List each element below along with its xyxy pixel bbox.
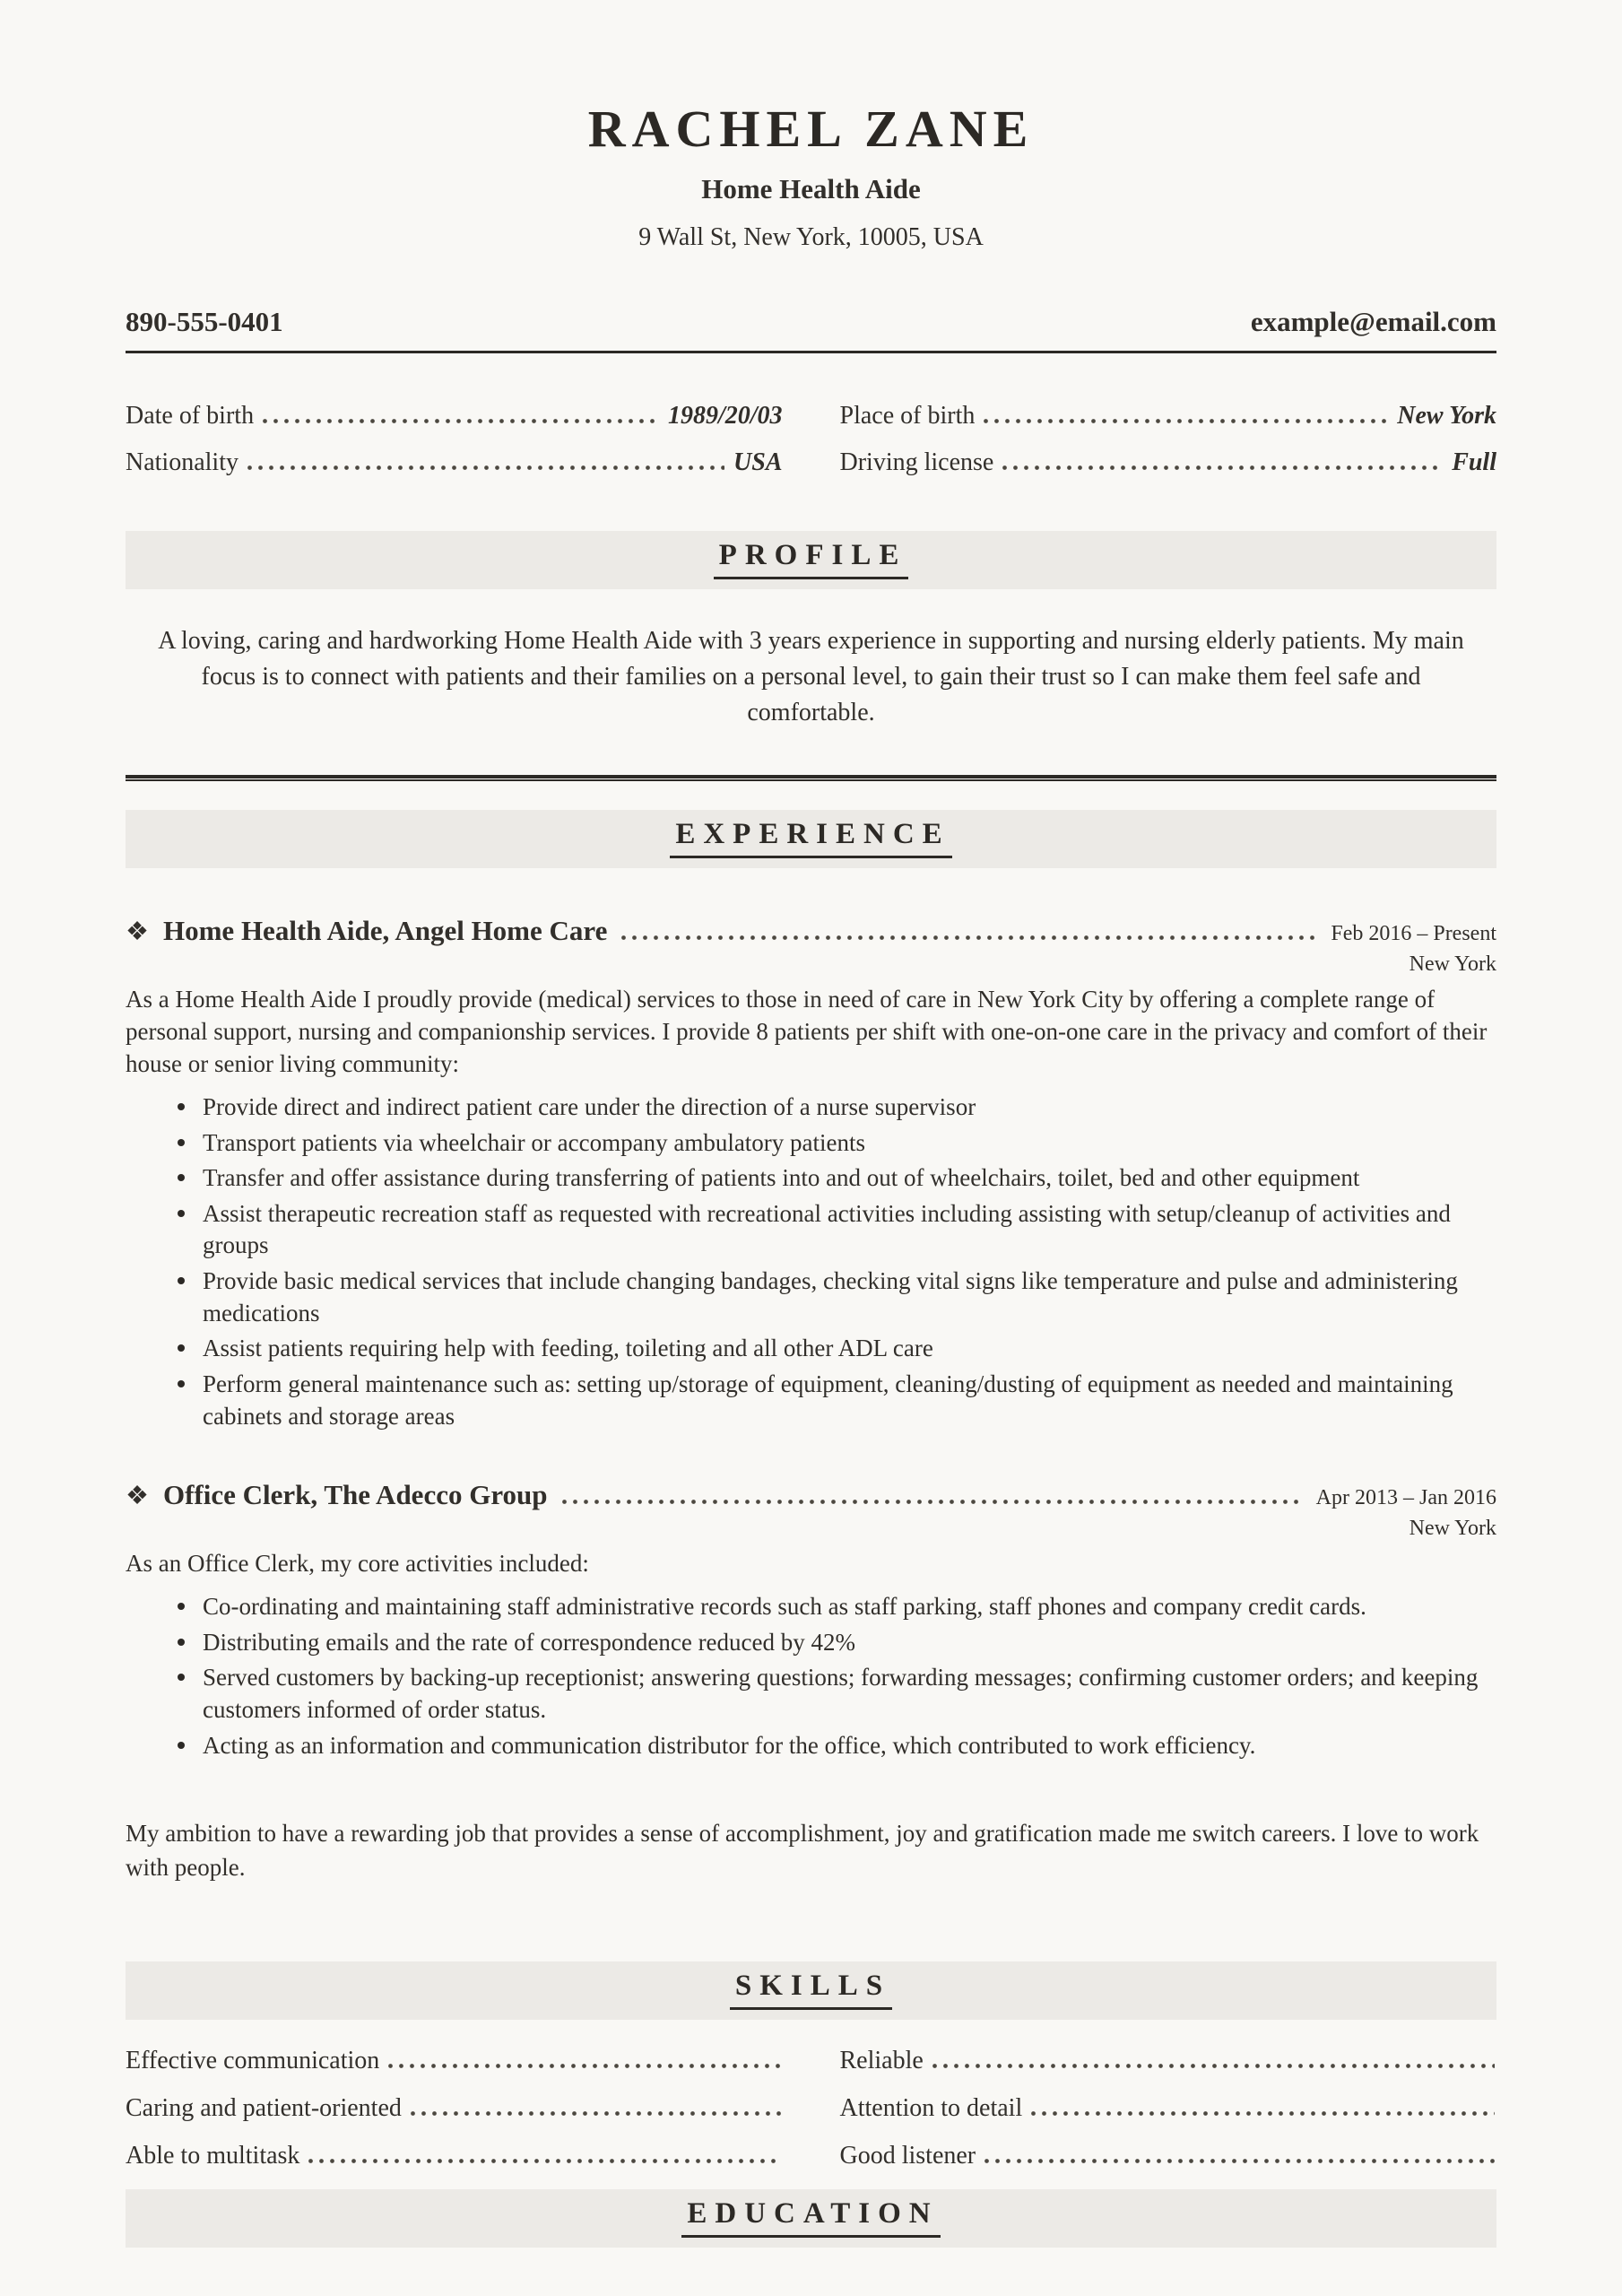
detail-value: USA (733, 448, 783, 476)
skill-label: Effective communication (126, 2046, 380, 2074)
job-bullet: Assist therapeutic recreation staff as requested with recreational activities including assisting with setup/cleanup of activities and groups (176, 1198, 1496, 1262)
detail-row (126, 448, 783, 477)
experience-heading: EXPERIENCE (670, 818, 951, 858)
dot-leader (562, 1500, 1302, 1504)
detail-row (840, 402, 1497, 430)
experience-section (126, 781, 1496, 1909)
dot-leader (247, 465, 724, 470)
skills-grid (126, 2047, 1496, 2189)
skill-label: Caring and patient-oriented (126, 2093, 402, 2122)
job-intro: As a Home Health Aide I proudly provide (medical) services to those in need of care in New York City by offering a complete range of personal support, nursing and companionship services. I provide 8 patients per shift with one-on-one care in the privacy and comfort of their house or senior living community: (126, 986, 1488, 1078)
job-outro: My ambition to have a rewarding job that provides a sense of accomplishment, joy and gratification made me switch careers. I love to work with people. (126, 1820, 1479, 1882)
contact-row (126, 306, 1496, 338)
job-bullet: Provide direct and indirect patient care under the direction of a nurse supervisor (176, 1091, 1496, 1124)
job-bullet: Assist patients requiring help with feeding, toileting and all other ADL care (176, 1333, 1496, 1365)
profile-text: A loving, caring and hardworking Home Health Aide with 3 years experience in supporting and nursing elderly patients. My main focus is to connect with patients and their families on a personal level, to gain their trust so I can make them feel safe and comfortable. (158, 627, 1464, 726)
resume-header (126, 0, 1496, 353)
skills-banner (126, 1961, 1496, 2020)
skill-row (840, 2047, 1497, 2075)
job-bullet: Co-ordinating and maintaining staff administrative records such as staff parking, staff phones and company credit cards. (176, 1591, 1496, 1623)
dot-leader (1031, 2111, 1495, 2116)
job-bullet: Transfer and offer assistance during transferring of patients into and out of wheelchairs, toilet, bed and other equipment (176, 1162, 1496, 1195)
job-bullet: Transport patients via wheelchair or accompany ambulatory patients (176, 1127, 1496, 1160)
skill-row (840, 2094, 1497, 2123)
skill-row (126, 2142, 783, 2170)
phone-number: 890-555-0401 (126, 306, 283, 337)
job-bullet: Perform general maintenance such as: setting up/storage of equipment, cleaning/dusting of equipment as needed and maintaining cabinets and storage areas (176, 1369, 1496, 1432)
skill-row (126, 2094, 783, 2123)
job-dates: Feb 2016 – Present (1331, 922, 1496, 946)
detail-label: Driving license (839, 448, 994, 476)
detail-value: New York (1397, 402, 1496, 430)
job-bullet: Provide basic medical services that include changing bandages, checking vital signs like temperature and pulse and administering medications (176, 1265, 1496, 1329)
detail-label: Date of birth (126, 402, 255, 430)
skill-label: Reliable (839, 2046, 924, 2074)
detail-row (840, 448, 1497, 477)
job-heading-row (126, 915, 1496, 947)
job-bullet: Served customers by backing-up receptionist; answering questions; forwarding messages; confirming customer orders; and keeping customers informed of order status. (176, 1662, 1496, 1726)
experience-banner (126, 810, 1496, 868)
person-address: 9 Wall St, New York, 10005, USA (638, 223, 984, 251)
job-title: Office Clerk, The Adecco Group (163, 1479, 548, 1511)
job-bullet-list (126, 1591, 1496, 1761)
dot-leader (932, 2064, 1495, 2068)
skill-label: Able to multitask (126, 2141, 300, 2170)
job-bullet-list (126, 1091, 1496, 1432)
skill-row (126, 2047, 783, 2075)
job-heading-row (126, 1479, 1496, 1511)
person-name: RACHEL ZANE (587, 100, 1035, 158)
skills-heading: SKILLS (730, 1970, 892, 2010)
diamond-icon (126, 916, 149, 947)
email-address: example@email.com (1250, 306, 1496, 337)
detail-row (126, 402, 783, 430)
job-bullet: Distributing emails and the rate of correspondence reduced by 42% (176, 1627, 1496, 1659)
profile-banner (126, 531, 1496, 589)
job-location: New York (1409, 952, 1496, 977)
dot-leader (388, 2064, 780, 2068)
skill-row (840, 2142, 1497, 2170)
job-intro: As an Office Clerk, my core activities included: (126, 1550, 589, 1578)
personal-details (126, 402, 1496, 495)
education-banner (126, 2189, 1496, 2248)
detail-label: Place of birth (839, 402, 976, 430)
dot-leader (411, 2111, 781, 2116)
job-title: Home Health Aide, Angel Home Care (163, 915, 608, 947)
details-right-column (840, 402, 1497, 495)
detail-label: Nationality (126, 448, 239, 476)
header-divider (126, 351, 1496, 353)
detail-value: 1989/20/03 (667, 402, 783, 430)
job-location: New York (1409, 1517, 1496, 1541)
dot-leader (984, 2159, 1495, 2163)
experience-job (126, 1479, 1496, 1885)
experience-job (126, 915, 1496, 1432)
details-left-column (126, 402, 783, 495)
education-section (126, 2189, 1496, 2248)
skill-label: Attention to detail (839, 2093, 1023, 2122)
diamond-icon (126, 1480, 149, 1511)
dot-leader (1002, 465, 1443, 470)
person-job-title: Home Health Aide (701, 173, 921, 204)
skills-right-column (840, 2047, 1497, 2189)
profile-section (126, 495, 1496, 781)
job-dates: Apr 2013 – Jan 2016 (1315, 1486, 1496, 1510)
dot-leader (984, 419, 1388, 423)
section-divider (126, 775, 1496, 781)
dot-leader (621, 935, 1316, 940)
dot-leader (263, 419, 659, 423)
job-bullet: Acting as an information and communication distributor for the office, which contributed to work efficiency. (176, 1730, 1496, 1762)
profile-heading: PROFILE (714, 539, 909, 579)
dot-leader (308, 2159, 780, 2163)
skills-left-column (126, 2047, 783, 2189)
skill-label: Good listener (839, 2141, 976, 2170)
education-heading: EDUCATION (681, 2197, 940, 2238)
skills-section (126, 1909, 1496, 2189)
detail-value: Full (1452, 448, 1496, 476)
